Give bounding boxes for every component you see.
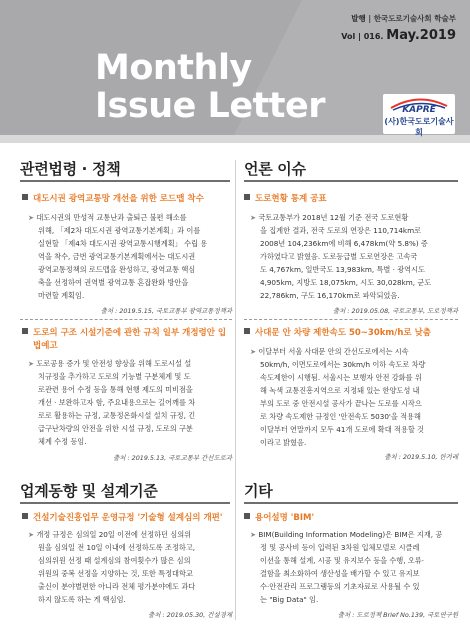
bullet-square-icon: [244, 328, 250, 334]
article-source: 출처 : 2019.05.30, 건설경제: [148, 611, 232, 619]
body-line: ➤ 도로공용 증가 및 안전성 향상을 위해 도로시설 설: [28, 359, 192, 368]
body-line: 체계 수정 등임.: [38, 437, 87, 446]
body-line: 원을 심의일 전 10일 이내에 선정하도록 조정하고,: [38, 543, 196, 552]
body-line: 광역교통정책의 로드맵을 완성하고, 광역교통 핵심: [38, 265, 196, 274]
publisher-line: [351, 13, 456, 24]
body-line: ➤ 국토교통부가 2018년 12월 기준 전국 도로현황: [250, 213, 409, 222]
body-line: 해 녹색 교통진흥지역으로 지정돼 있는 한양도성 내: [260, 386, 420, 395]
issue-number: Vol | 016.: [341, 32, 384, 41]
section-rule-etc: [244, 502, 458, 504]
article-body: [250, 345, 458, 449]
body-line: 결함을 최소화하여 생산성을 배가할 수 있고 유지보: [260, 569, 420, 578]
article-headline: 건설기술진흥업무 운영규정 '기술형 설계심의 개편': [22, 512, 232, 525]
bullet-arrow-icon: ➤: [250, 530, 259, 539]
kapre-logo-mark: [389, 96, 449, 114]
column-divider: [235, 160, 236, 620]
section-rule-industry: [20, 502, 230, 504]
section-title-news: 언론 이슈: [244, 160, 306, 178]
article-headline: 도로현황 통계 공표: [244, 193, 458, 206]
body-line: 22,786km, 구도 16,170km로 파악되었음.: [260, 291, 400, 300]
article-source: 출처 : 2019.05.08, 국토교통부, 도로정책과: [332, 307, 458, 315]
body-line: 이션을 통해 설계, 시공 및 유지보수 등을 수행, 오류·: [260, 556, 424, 565]
body-line: 치규정을 추가하고 도로의 기능별 구분체계 및 도: [38, 372, 191, 381]
bullet-arrow-icon: ➤: [28, 213, 37, 222]
body-line: 는 "Big Data" 임.: [260, 595, 319, 604]
publisher-separator: |: [368, 14, 374, 23]
body-line: 도 4,767km, 일반국도 13,983km, 특별 · 광역시도: [260, 265, 425, 274]
body-line: 이라고 밝혔음.: [260, 438, 307, 447]
bullet-square-icon: [22, 194, 28, 200]
body-line: 역을 착수, 금번 광역교통기본계획에서는 대도시권: [38, 252, 196, 261]
body-line: ➤ 개정 규정은 심의일 20일 이전에 선정하던 심의위: [28, 530, 192, 539]
body-line: 50km/h, 이면도로에서는 30km/h 이하 속도로 차량: [260, 360, 426, 369]
article-headline-line: 법예고: [33, 341, 58, 351]
dashed-divider: [20, 319, 232, 320]
bullet-arrow-icon: ➤: [250, 213, 259, 222]
section-rule-news: [244, 180, 458, 182]
article-body: [250, 211, 458, 302]
section-title-industry: 업계동향 및 설계기준: [20, 482, 158, 500]
body-line: 정 및 공사비 등이 입력된 3차원 입체모델로 시클레: [260, 543, 420, 552]
header-banner: [0, 0, 470, 143]
body-line: 심의위원 선정 때 설계심의 참여횟수가 많은 심의: [38, 556, 191, 565]
title-line-1: Monthly: [95, 48, 252, 88]
body-line: 축을 선정하여 권역별 광역교통 혼잡완화 방안을: [38, 278, 189, 287]
bullet-square-icon: [22, 513, 28, 519]
kapre-logo-text: (사)한국도로기술사회: [384, 117, 454, 137]
body-line: 로관련 용어 수정 등을 통해 현행 제도의 미비점을: [38, 385, 193, 394]
section-title-etc: 기타: [244, 482, 273, 500]
body-line: 출신이 분야별편한 아니라 전체 평가분야에도 과다: [38, 582, 196, 591]
article-headline: 사대문 안 차량 제한속도 50~30km/h로 낮춤: [244, 327, 458, 340]
kapre-logo-letters: KAPRE: [402, 105, 436, 114]
body-line: 마련할 계획임.: [38, 291, 85, 300]
body-line: 4,905km, 지방도 18,075km, 시도 30,028km, 군도: [260, 278, 432, 287]
bullet-square-icon: [22, 328, 28, 334]
section-rule-law: [20, 180, 230, 182]
body-line: 급구난차량의 안전을 위한 시설 규정, 도로의 구분: [38, 424, 193, 433]
publisher-label: 발행: [351, 14, 366, 23]
issue-date: May.2019: [386, 28, 456, 43]
issue-line: [341, 28, 456, 43]
body-line: 하지 않도록 하는 게 핵심임.: [38, 595, 126, 604]
article-body: [28, 211, 232, 302]
body-line: 로로 활용하는 규정, 교통정온화시설 설치 규정, 긴: [38, 411, 196, 420]
bullet-arrow-icon: ➤: [28, 359, 37, 368]
section-title-law: 관련법령 · 정책: [20, 160, 121, 178]
article-headline: [22, 327, 232, 353]
article-body: [250, 528, 458, 606]
article-source: 출처 : 2019.5.15, 국토교통부 광역교통정책과: [100, 307, 232, 315]
body-line: 위원의 중복 선정을 지양하는 것, 또한 특정대학교: [38, 569, 193, 578]
article-body: [28, 357, 232, 448]
body-line: ➤ BIM(Building Information Modeling)은 BIM은 지재, 공: [250, 530, 443, 539]
article-headline: [22, 193, 232, 206]
bullet-square-icon: [244, 513, 250, 519]
article-headline-text: 대도시권 광역교통망 개선을 위한 로드맵 착수: [33, 194, 204, 204]
body-line: 이달부터 연말까지 모두 41개 도로에 확대 적용할 것: [260, 425, 425, 434]
body-line: 개선 · 보완하고자 함, 주요내용으로는 길어깨를 차: [38, 398, 196, 407]
body-line: 수·안전관리 프로그램등의 기초자료로 사용될 수 있: [260, 582, 420, 591]
article-body: [28, 528, 232, 606]
body-line: 위해, 「제2차 대도시권 광역교통기본계획」과 이를: [38, 226, 201, 235]
body-line: 을 집계한 결과, 전국 도로의 연장은 110,714km로: [260, 226, 422, 235]
body-line: 2008년 104,236km에 비해 6,478km(약 5.8%) 증: [260, 239, 428, 248]
article-source: 출처 : 2019.5.13, 국토교통부 간선도로과: [113, 454, 232, 462]
body-line: 로 차량 속도제한 규정인 '안전속도 5030'을 적용해: [260, 412, 421, 421]
dashed-divider: [244, 319, 458, 320]
body-line: ➤ 대도시권의 만성적 교통난과 출퇴근 불편 해소를: [28, 213, 187, 222]
kapre-logo: [383, 94, 455, 137]
body-line: ➤ 이달부터 서울 사대문 안의 간선도로에서는 시속: [250, 347, 409, 356]
bullet-arrow-icon: ➤: [250, 347, 259, 356]
body-line: 가하였다고 밝혔음. 도로등급별 도로연장은 고속국: [260, 252, 418, 261]
body-line: 부의 도로 중 안전시설 공사가 끝나는 도로를 시작으: [260, 399, 422, 408]
article-source: 출처 : 도로정책 Brief No.139, 국토연구원: [337, 611, 458, 619]
body-line: 실현할 「제4차 대도시권 광역교통시행계획」 수립 용: [38, 239, 208, 248]
article-headline: 용어설명 'BIM': [244, 512, 458, 525]
title-line-2: Issue Letter: [95, 86, 326, 126]
bullet-arrow-icon: ➤: [28, 530, 37, 539]
publisher-name: 한국도로기술사회 학술부: [373, 14, 456, 23]
bullet-square-icon: [244, 194, 250, 200]
body-line: 속도제한이 시행됨. 서울시는 보행자 안전 강화를 위: [260, 373, 422, 382]
article-headline-line: 도로의 구조 시설기준에 관한 규칙 일부 개정령안 입: [22, 327, 232, 340]
article-source: 출처 : 2019.5.10, 한겨레: [384, 453, 458, 461]
